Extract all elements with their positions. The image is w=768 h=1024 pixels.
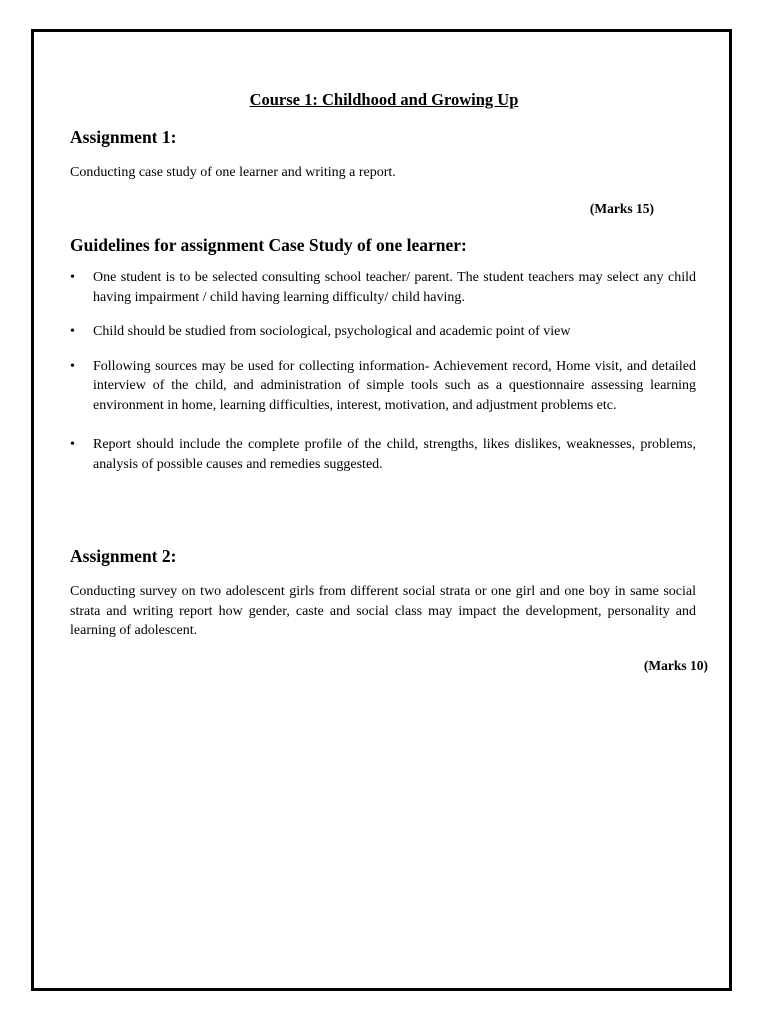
- bullet-icon: •: [70, 358, 75, 374]
- guideline-item: [70, 435, 696, 474]
- guidelines-heading: Guidelines for assignment Case Study of one learner:: [70, 235, 467, 255]
- assignment-1-marks: (Marks 15): [589, 201, 654, 216]
- guideline-text: One student is to be selected consulting school teacher/ parent. The student teachers may select any child having impairment / child having learning difficulty/ child having.: [93, 270, 696, 305]
- assignment-1-heading: Assignment 1:: [70, 127, 177, 147]
- guideline-item: [70, 268, 696, 307]
- guideline-text: Following sources may be used for collecting information- Achievement record, Home visit, and detailed interview of the child, and administration of simple tools such as a questionnaire assessing learning environment in home, learning difficulties, interest, motivation, and adjustment problems etc.: [93, 358, 696, 413]
- bullet-icon: •: [70, 437, 75, 452]
- assignment-2-heading: Assignment 2:: [70, 546, 177, 566]
- guideline-item: [70, 357, 696, 416]
- course-title: Course 1: Childhood and Growing Up: [249, 90, 519, 109]
- assignment-2-description: Conducting survey on two adolescent girls from different social strata or one girl and one boy in same social strata and writing report how gender, caste and social class may impact the development, personality and learning of adolescent.: [70, 584, 696, 638]
- guideline-text: Report should include the complete profile of the child, strengths, likes dislikes, weaknesses, problems, analysis of possible causes and remedies suggested.: [93, 437, 696, 472]
- guideline-item: [70, 322, 696, 342]
- assignment-2-marks: (Marks 10): [643, 658, 708, 673]
- bullet-icon: •: [70, 270, 75, 285]
- guidelines-list: [70, 268, 696, 474]
- guideline-text: Child should be studied from sociological, psychological and academic point of view: [93, 324, 571, 339]
- bullet-icon: •: [70, 324, 75, 339]
- assignment-1-description: Conducting case study of one learner and writing a report.: [70, 165, 396, 180]
